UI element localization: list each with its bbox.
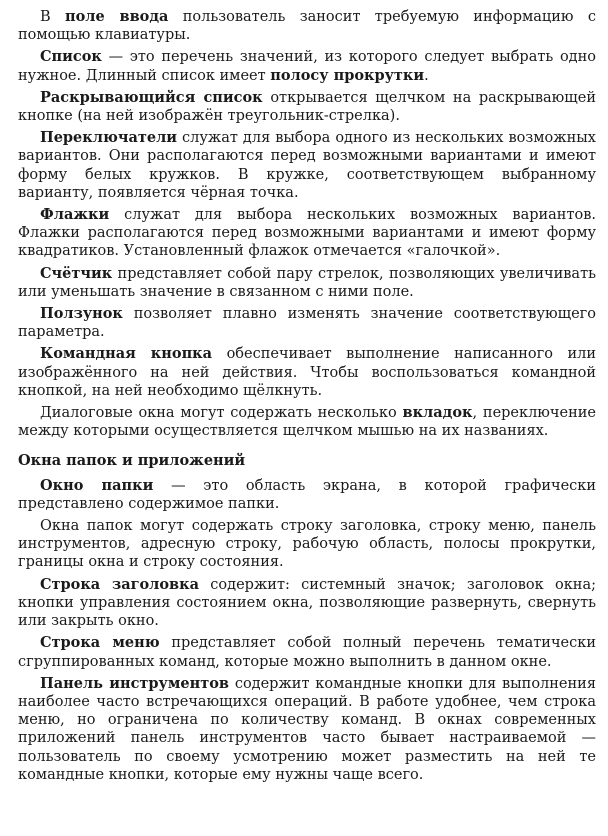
bold-term: полосу прокрутки — [270, 66, 425, 84]
paragraph — [18, 8, 596, 44]
paragraph — [18, 265, 596, 301]
text-run: Окна папок могут содержать строку заголовка, строку меню, панель инструментов, адресную строку, рабочую область, полосы прокрутки, границы окна и строку состояния. — [18, 518, 596, 571]
section-heading: Окна папок и приложений — [18, 452, 246, 470]
paragraph — [18, 206, 596, 261]
text-run: содержит: системный значок; заголовок окна; кнопки управления состоянием окна, позволяющие развернуть, свернуть или закрыть окно. — [18, 576, 597, 630]
bold-term: Переключатели — [40, 129, 178, 147]
paragraph — [18, 634, 596, 670]
paragraph — [18, 404, 596, 440]
paragraph — [18, 477, 596, 513]
paragraph — [18, 675, 596, 784]
text-run: Диалоговые окна могут содержать несколько — [40, 405, 403, 422]
bold-term: поле ввода — [65, 8, 169, 25]
text-run: содержит командные кнопки для выполнения наиболее часто встречающихся операций. В работе удобнее, чем строка меню, но ограничена по количеству команд. В окнах современных приложений панель инструментов часто бывает настраиваемой — пользователь по своему усмотрению может разместить на ней те командные кнопки, которые ему нужны чаще всего. — [18, 675, 596, 783]
bold-term: Строка меню — [40, 634, 160, 652]
paragraph — [18, 89, 596, 125]
paragraph — [18, 305, 596, 341]
bold-term: Командная кнопка — [40, 345, 213, 363]
bold-term: Флажки — [40, 206, 110, 224]
text-run: представляет собой полный перечень тематически сгруппированных команд, которые можно выполнить в данном окне. — [18, 635, 596, 670]
text-run: пользователь заносит требуемую информацию с помощью клавиатуры. — [18, 9, 596, 44]
text-run: — это перечень значений, из которого следует выбрать одно нужное. Длинный список имеет — [18, 49, 596, 84]
text-run: обеспечивает выполнение написанного или изображённого на ней действия. Чтобы воспользоваться командной кнопкой, на ней необходимо щёлкнуть. — [18, 346, 596, 399]
paragraph — [18, 48, 596, 84]
text-run: открывается щелчком на раскрывающей кнопке (на ней изображён треугольник-стрелка). — [18, 89, 596, 125]
text-run: — это область экрана, в которой графически представлено содержимое папки. — [18, 477, 596, 512]
text-run: служат для выбора одного из нескольких возможных вариантов. Они располагаются перед возможными вариантами и имеют форму белых кружков. В кружке, соответствующем выбранному варианту, появляется чёрная точка. — [18, 130, 596, 201]
paragraph — [18, 576, 596, 631]
text-run: служат для выбора нескольких возможных вариантов. Флажки располагаются перед возможными вариантами и имеют форму квадратиков. Установленный флажок отмечается «галочкой». — [18, 207, 596, 260]
text-run: В — [40, 9, 65, 25]
paragraph — [18, 129, 596, 202]
paragraph — [18, 517, 596, 572]
text-run: позволяет плавно изменять значение соответствующего параметра. — [18, 306, 596, 341]
text-run: , переключение между которыми осуществляется щелчком мышью на их названиях. — [18, 405, 596, 440]
bold-term: Раскрывающийся список — [40, 88, 263, 106]
text-run: . — [424, 67, 429, 84]
bold-term: вкладок — [402, 404, 473, 422]
text-run: представляет собой пару стрелок, позволяющих увеличивать или уменьшать значение в связанном с ними поле. — [18, 265, 596, 300]
bold-term: Счётчик — [40, 264, 113, 282]
bold-term: Ползунок — [40, 305, 123, 323]
bold-term: Строка заголовка — [40, 575, 199, 593]
bold-term: Панель инструментов — [40, 674, 230, 692]
paragraph — [18, 345, 596, 400]
bold-term: Окно папки — [40, 476, 154, 494]
bold-term: Список — [40, 48, 102, 66]
